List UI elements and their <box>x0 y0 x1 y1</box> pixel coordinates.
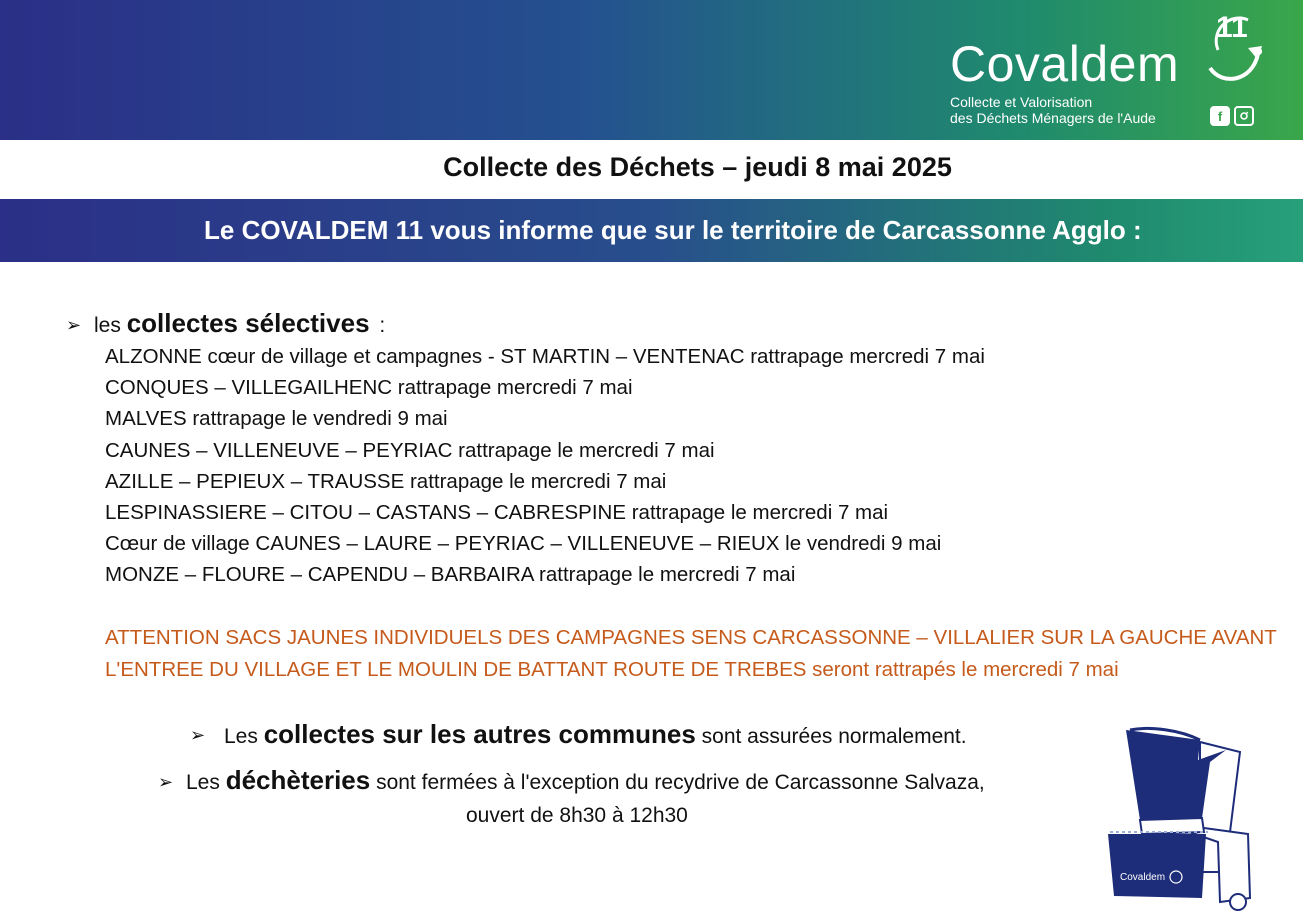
decheteries-notice <box>186 762 985 801</box>
logo-wordmark: Covaldem <box>950 36 1180 92</box>
logo-tagline-line1: Collecte et Valorisation <box>950 94 1093 110</box>
other-communes-notice <box>224 716 967 755</box>
attention-line2: L'ENTREE DU VILLAGE ET LE MOULIN DE BATTANT ROUTE DE TREBES seront rattrapés le mercredi 7 mai <box>105 657 1119 681</box>
collection-truck-illustration <box>1090 722 1270 912</box>
list-item: CAUNES – VILLENEUVE – PEYRIAC rattrapage le mercredi 7 mai <box>105 438 715 462</box>
selective-prefix: les <box>94 314 121 337</box>
list-item: MONZE – FLOURE – CAPENDU – BARBAIRA rattrapage le mercredi 7 mai <box>105 563 796 587</box>
arrow-bullet-icon: ➢ <box>158 772 174 792</box>
arrow-bullet-icon: ➢ <box>66 315 82 335</box>
recydrive-hours: ouvert de 8h30 à 12h30 <box>466 804 688 827</box>
list-item: ALZONNE cœur de village et campagnes - ST MARTIN – VENTENAC rattrapage mercredi 7 mai <box>105 345 985 368</box>
attention-line1: ATTENTION SACS JAUNES INDIVIDUELS DES CAMPAGNES SENS CARCASSONNE – VILLALIER SUR LA GAUCHE AVANT <box>105 626 1277 649</box>
logo-number: 11 <box>1216 11 1248 44</box>
page-title: Collecte des Déchets – jeudi 8 mai 2025 <box>443 152 952 182</box>
autres-suffix: sont assurées normalement. <box>701 725 967 748</box>
list-item: CONQUES – VILLEGAILHENC rattrapage mercredi 7 mai <box>105 376 633 400</box>
selective-heading <box>94 306 385 343</box>
list-item: LESPINASSIERE – CITOU – CASTANS – CABRESPINE rattrapage le mercredi 7 mai <box>105 501 889 525</box>
autres-prefix: Les <box>224 725 258 748</box>
social-links <box>1210 106 1254 126</box>
selective-emphasis: collectes sélectives <box>126 308 370 338</box>
attention-notice <box>105 622 1300 685</box>
list-item: Cœur de village CAUNES – LAURE – PEYRIAC – VILLENEUVE – RIEUX le vendredi 9 mai <box>105 532 942 556</box>
covaldem-logo <box>948 8 1268 133</box>
facebook-icon[interactable]: f <box>1210 106 1230 126</box>
logo-tagline <box>950 94 1156 126</box>
header-banner <box>0 0 1303 140</box>
commune-list <box>105 341 985 591</box>
arrow-bullet-icon: ➢ <box>190 725 206 745</box>
autres-emphasis: collectes sur les autres communes <box>263 719 696 749</box>
decheteries-prefix: Les <box>186 771 220 794</box>
decheteries-emphasis: déchèteries <box>225 765 371 795</box>
info-banner <box>0 199 1303 262</box>
list-item: MALVES rattrapage le vendredi 9 mai <box>105 407 448 431</box>
info-banner-text: Le COVALDEM 11 vous informe que sur le territoire de Carcassonne Agglo : <box>204 215 1142 245</box>
instagram-icon[interactable] <box>1234 106 1254 126</box>
decheteries-suffix: sont fermées à l'exception du recydrive de Carcassonne Salvaza, <box>376 771 985 794</box>
list-item: AZILLE – PEPIEUX – TRAUSSE rattrapage le mercredi 7 mai <box>105 469 667 493</box>
truck-label: Covaldem <box>1120 872 1166 883</box>
logo-tagline-line2: des Déchets Ménagers de l'Aude <box>950 110 1156 126</box>
selective-suffix: : <box>379 314 386 337</box>
